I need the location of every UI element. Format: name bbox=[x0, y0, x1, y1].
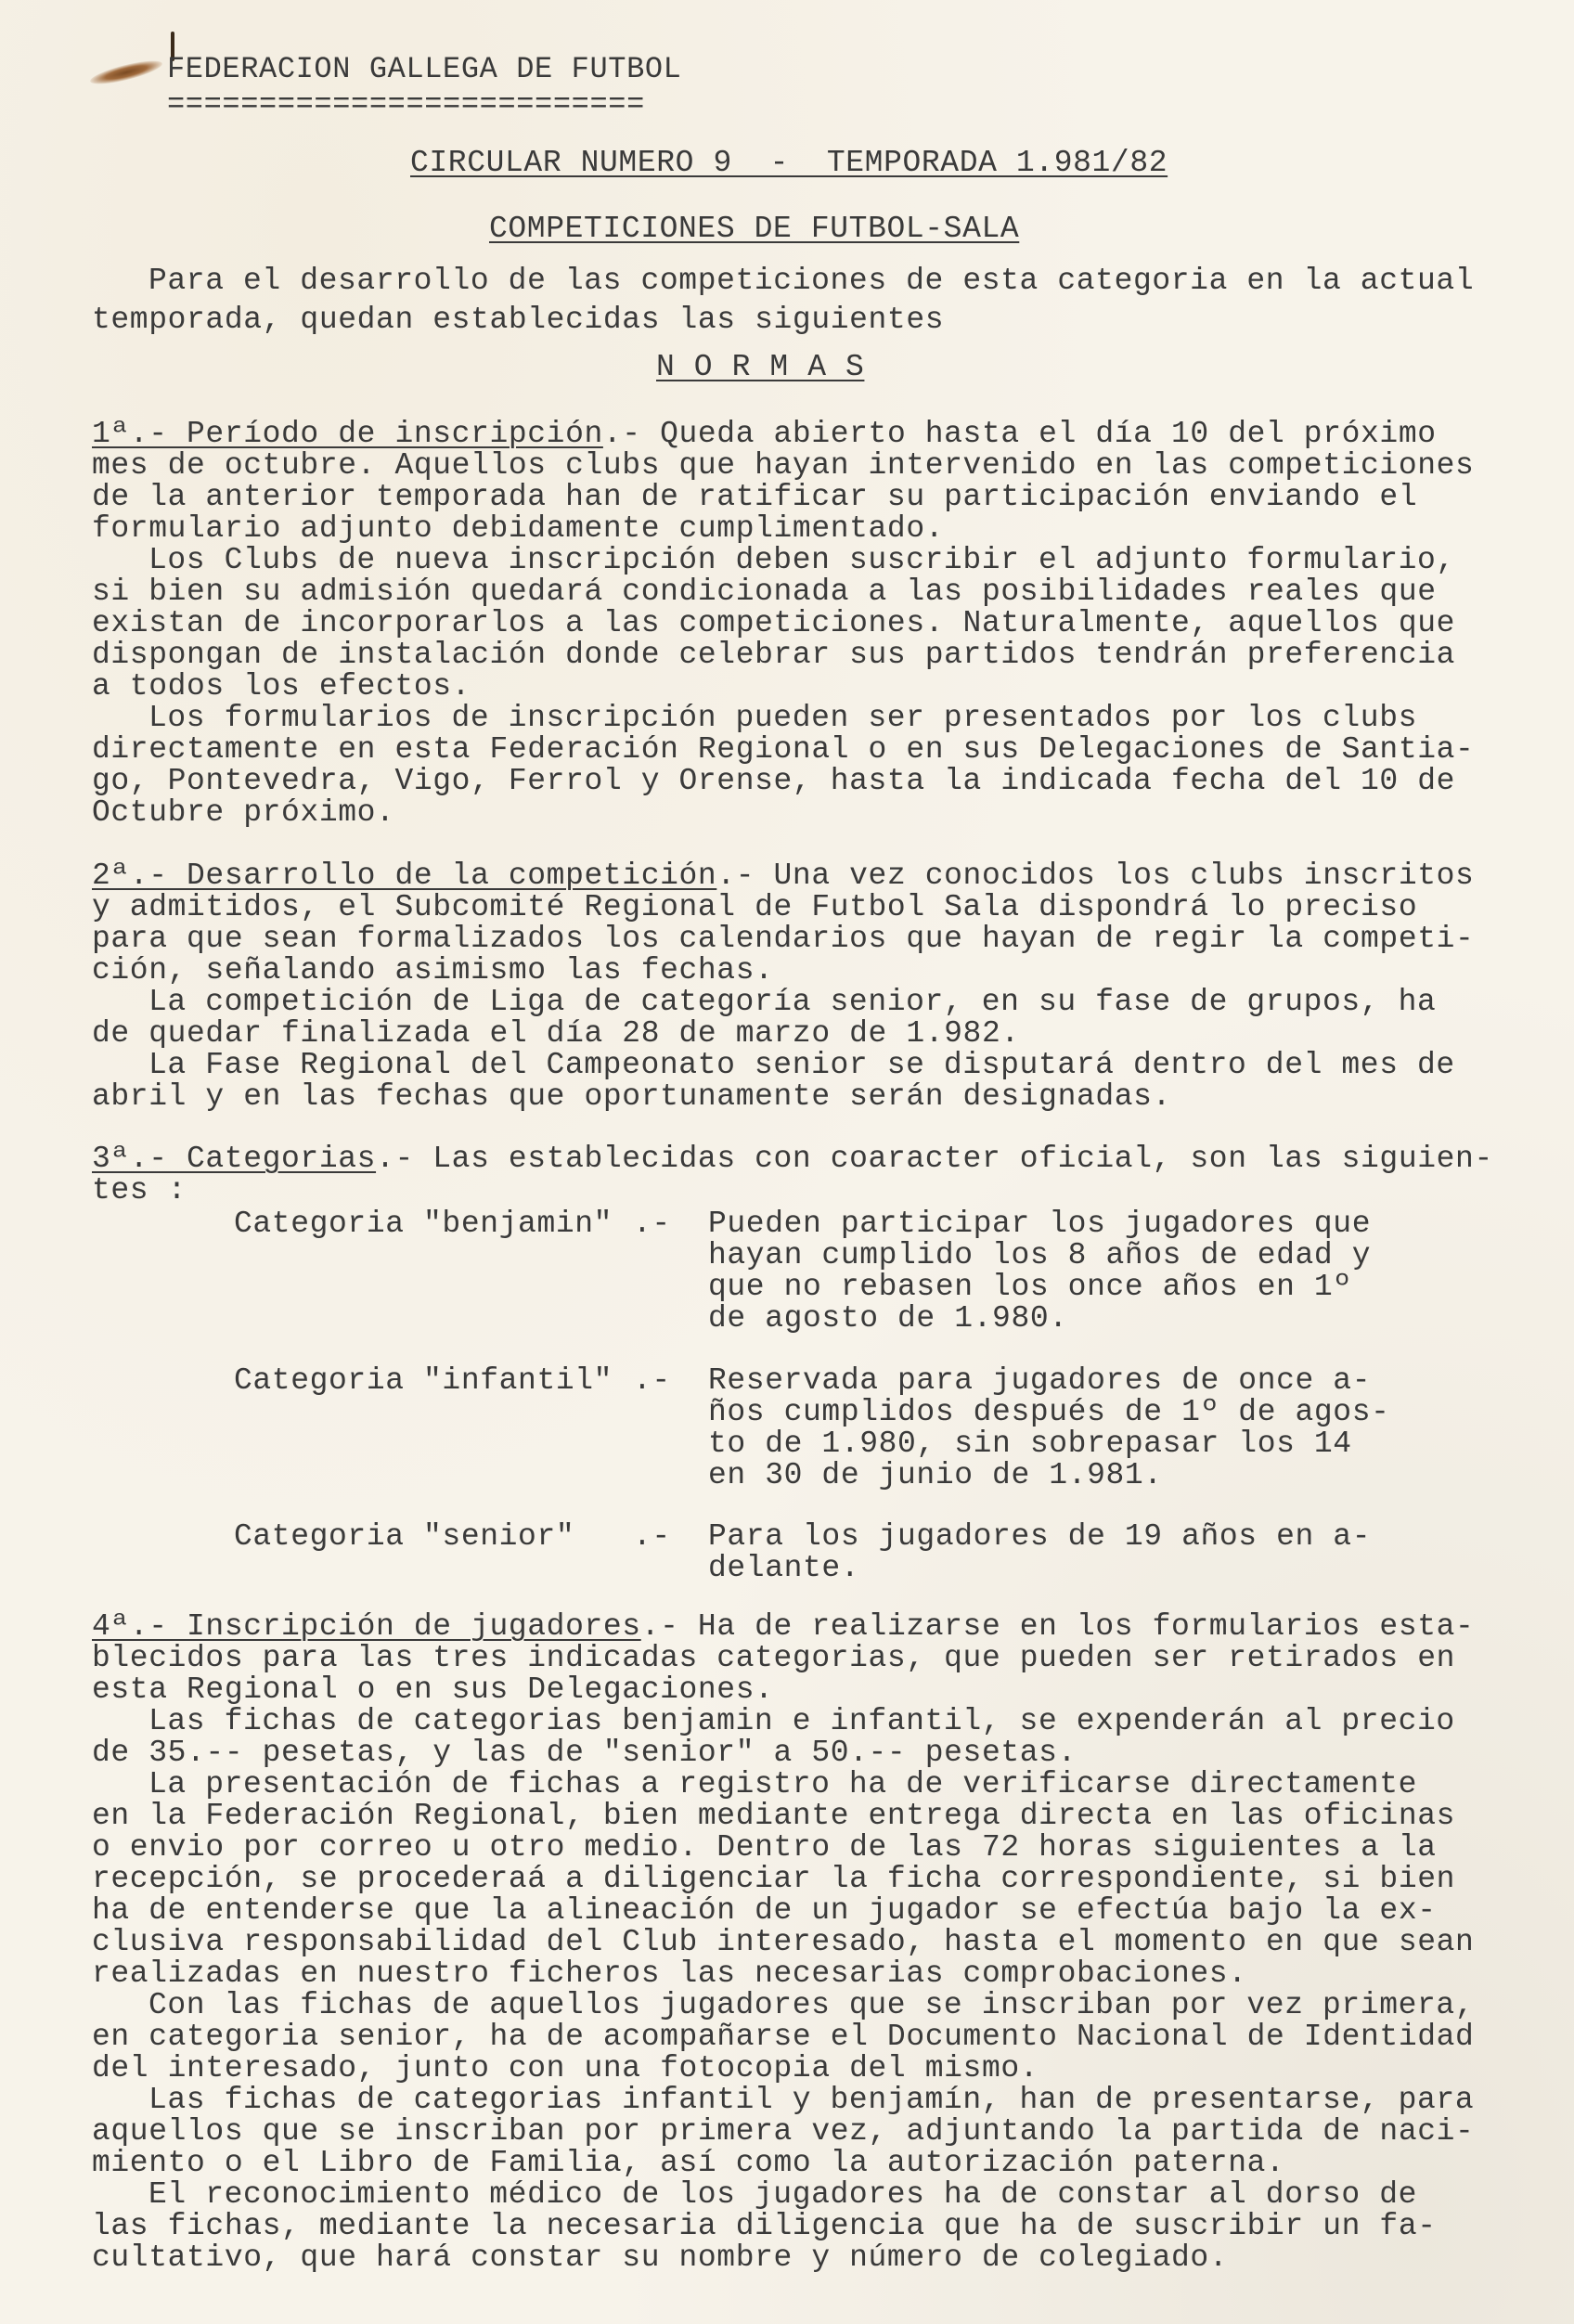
text-line: en 30 de junio de 1.981. bbox=[708, 1458, 1163, 1492]
section-heading: 1ª.- Período de inscripción bbox=[92, 417, 603, 451]
text-line bbox=[92, 1990, 1540, 2021]
text-line bbox=[92, 1175, 1540, 1207]
text-line bbox=[92, 1050, 1540, 1081]
organization-name: FEDERACION GALLEGA DE FUTBOL bbox=[167, 52, 682, 86]
text-line: to de 1.980, sin sobrepasar los 14 bbox=[708, 1427, 1352, 1461]
intro-line: temporada, quedan establecidas las siguientes bbox=[92, 303, 945, 337]
category-separator: .- bbox=[633, 1519, 671, 1554]
text-line bbox=[92, 1769, 1540, 1801]
text-line bbox=[92, 576, 1540, 608]
text-line: de agosto de 1.980. bbox=[708, 1301, 1068, 1336]
text-line: hayan cumplido los 8 años de edad y bbox=[708, 1238, 1372, 1272]
line-text: blecidos para las tres indicadas categorias, que pueden ser retirados en bbox=[92, 1641, 1456, 1675]
ink-stain bbox=[88, 57, 163, 89]
category-separator: .- bbox=[633, 1363, 671, 1398]
text-line bbox=[92, 2179, 1540, 2211]
line-text: miento o el Libro de Familia, así como la autorización paterna. bbox=[92, 2146, 1285, 2180]
text-line bbox=[92, 450, 1540, 482]
text-line bbox=[92, 2148, 1540, 2179]
category-description bbox=[708, 1521, 1371, 1584]
text-line bbox=[92, 1143, 1540, 1175]
line-text: a todos los efectos. bbox=[92, 669, 471, 704]
section-1 bbox=[92, 419, 1540, 829]
section-2 bbox=[92, 860, 1540, 1113]
category-label: Categoria "benjamin" bbox=[234, 1207, 613, 1241]
line-text: clusiva responsabilidad del Club interesado, hasta el momento en que sean bbox=[92, 1925, 1475, 1959]
line-text: .- Ha de realizarse en los formularios esta- bbox=[640, 1609, 1475, 1644]
line-text: si bien su admisión quedará condicionada a las posibilidades reales que bbox=[92, 575, 1437, 609]
line-text: Con las fichas de aquellos jugadores que se inscriban por vez primera, bbox=[148, 1988, 1475, 2022]
category-description bbox=[708, 1365, 1390, 1491]
text-line bbox=[92, 545, 1540, 576]
line-text: .- Las establecidas con coaracter oficial, son las siguien- bbox=[376, 1142, 1493, 1176]
text-line: ños cumplidos después de 1º de agos- bbox=[708, 1395, 1390, 1429]
line-text: de quedar finalizada el día 28 de marzo de 1.982. bbox=[92, 1016, 1020, 1051]
text-line bbox=[92, 1737, 1540, 1769]
text-line: que no rebasen los once años en 1º bbox=[708, 1270, 1352, 1304]
text-line bbox=[92, 419, 1540, 450]
section-4 bbox=[92, 1611, 1540, 2274]
line-text: existan de incorporarlos a las competiciones. Naturalmente, aquellos que bbox=[92, 606, 1456, 640]
text-line bbox=[92, 608, 1540, 639]
text-line: delante. bbox=[708, 1551, 860, 1585]
line-text: realizadas en nuestro ficheros las necesarias comprobaciones. bbox=[92, 1956, 1247, 1991]
text-line bbox=[92, 1706, 1540, 1737]
line-text: abril y en las fechas que oportunamente serán designadas. bbox=[92, 1079, 1171, 1114]
text-line bbox=[92, 1864, 1540, 1895]
text-line bbox=[92, 1674, 1540, 1706]
text-line bbox=[92, 892, 1540, 923]
circular-title: CIRCULAR NUMERO 9 - TEMPORADA 1.981/82 bbox=[410, 146, 1168, 180]
text-line bbox=[92, 766, 1540, 797]
line-text: La competición de Liga de categoría senior, en su fase de grupos, ha bbox=[148, 985, 1437, 1019]
line-text: en la Federación Regional, bien mediante entrega directa en las oficinas bbox=[92, 1799, 1456, 1833]
text-line bbox=[92, 923, 1540, 955]
line-text: tes : bbox=[92, 1173, 187, 1207]
text-line bbox=[92, 860, 1540, 892]
line-text: La Fase Regional del Campeonato senior se disputará dentro del mes de bbox=[148, 1048, 1455, 1082]
line-text: .- Una vez conocidos los clubs inscritos bbox=[716, 859, 1475, 893]
text-line bbox=[92, 734, 1540, 766]
line-text: dispongan de instalación donde celebrar sus partidos tendrán preferencia bbox=[92, 638, 1456, 672]
line-text: en categoria senior, ha de acompañarse el Documento Nacional de Identidad bbox=[92, 2020, 1475, 2054]
intro-line: Para el desarrollo de las competiciones de esta categoria en la actual bbox=[148, 264, 1475, 298]
text-line bbox=[92, 2242, 1540, 2274]
line-text: mes de octubre. Aquellos clubs que hayan intervenido en las competiciones bbox=[92, 448, 1475, 483]
text-line bbox=[92, 1643, 1540, 1674]
text-line bbox=[92, 1832, 1540, 1864]
text-line bbox=[92, 671, 1540, 703]
text-line bbox=[92, 1081, 1540, 1113]
line-text: Octubre próximo. bbox=[92, 795, 395, 830]
line-text: las fichas, mediante la necesaria diligencia que ha de suscribir un fa- bbox=[92, 2209, 1437, 2243]
text-line bbox=[92, 513, 1540, 545]
text-line bbox=[92, 955, 1540, 987]
line-text: La presentación de fichas a registro ha de verificarse directamente bbox=[148, 1767, 1418, 1801]
line-text: Las fichas de categorias infantil y benjamín, han de presentarse, para bbox=[148, 2083, 1475, 2117]
subject-title: COMPETICIONES DE FUTBOL-SALA bbox=[489, 212, 1020, 246]
line-text: aquellos que se inscriban por primera vez, adjuntando la partida de naci- bbox=[92, 2114, 1475, 2149]
text-line bbox=[92, 2085, 1540, 2116]
text-line: Reservada para jugadores de once a- bbox=[708, 1363, 1372, 1398]
line-text: del interesado, junto con una fotocopia del mismo. bbox=[92, 2051, 1039, 2085]
text-line bbox=[92, 2053, 1540, 2085]
line-text: o envio por correo u otro medio. Dentro de las 72 horas siguientes a la bbox=[92, 1830, 1437, 1865]
text-line bbox=[92, 2116, 1540, 2148]
text-line bbox=[92, 1927, 1540, 1958]
line-text: Los Clubs de nueva inscripción deben suscribir el adjunto formulario, bbox=[148, 543, 1455, 577]
text-line bbox=[92, 2021, 1540, 2053]
text-line bbox=[92, 987, 1540, 1018]
line-text: esta Regional o en sus Delegaciones. bbox=[92, 1672, 774, 1707]
text-line bbox=[92, 797, 1540, 829]
line-text: recepción, se procederaá a diligenciar la ficha correspondiente, si bien bbox=[92, 1862, 1456, 1896]
line-text: de 35.-- pesetas, y las de "senior" a 50.-- pesetas. bbox=[92, 1736, 1077, 1770]
line-text: ha de entenderse que la alineación de un jugador se efectúa bajo la ex- bbox=[92, 1893, 1437, 1928]
line-text: go, Pontevedra, Vigo, Ferrol y Orense, hasta la indicada fecha del 10 de bbox=[92, 764, 1456, 798]
text-line bbox=[92, 1611, 1540, 1643]
category-label: Categoria "senior" bbox=[234, 1519, 575, 1554]
category-description bbox=[708, 1208, 1371, 1335]
section-heading: 3ª.- Categorias bbox=[92, 1142, 377, 1176]
line-text: cultativo, que hará constar su nombre y número de colegiado. bbox=[92, 2240, 1229, 2275]
header-rule: ========================== bbox=[167, 87, 645, 122]
line-text: Los formularios de inscripción pueden ser presentados por los clubs bbox=[148, 701, 1418, 735]
text-line bbox=[92, 1018, 1540, 1050]
section-heading: 2ª.- Desarrollo de la competición bbox=[92, 859, 717, 893]
text-line: Para los jugadores de 19 años en a- bbox=[708, 1519, 1372, 1554]
line-text: El reconocimiento médico de los jugadores ha de constar al dorso de bbox=[148, 2177, 1418, 2212]
section-3 bbox=[92, 1143, 1540, 1207]
section-heading: 4ª.- Inscripción de jugadores bbox=[92, 1609, 641, 1644]
text-line bbox=[92, 1801, 1540, 1832]
line-text: directamente en esta Federación Regional o en sus Delegaciones de Santia- bbox=[92, 732, 1475, 767]
text-line bbox=[92, 482, 1540, 513]
text-line bbox=[92, 639, 1540, 671]
text-line: Pueden participar los jugadores que bbox=[708, 1207, 1372, 1241]
line-text: ción, señalando asimismo las fechas. bbox=[92, 953, 774, 988]
line-text: formulario adjunto debidamente cumplimentado. bbox=[92, 511, 945, 546]
line-text: de la anterior temporada han de ratificar su participación enviando el bbox=[92, 480, 1418, 514]
text-line bbox=[92, 2211, 1540, 2242]
normas-title: N O R M A S bbox=[656, 350, 865, 384]
text-line bbox=[92, 1958, 1540, 1990]
line-text: .- Queda abierto hasta el día 10 del próximo bbox=[602, 417, 1437, 451]
text-line bbox=[92, 703, 1540, 734]
line-text: Las fichas de categorias benjamin e infantil, se expenderán al precio bbox=[148, 1704, 1455, 1738]
line-text: para que sean formalizados los calendarios que hayan de regir la competi- bbox=[92, 922, 1475, 956]
line-text: y admitidos, el Subcomité Regional de Futbol Sala dispondrá lo preciso bbox=[92, 890, 1418, 924]
category-separator: .- bbox=[633, 1207, 671, 1241]
category-label: Categoria "infantil" bbox=[234, 1363, 613, 1398]
text-line bbox=[92, 1895, 1540, 1927]
